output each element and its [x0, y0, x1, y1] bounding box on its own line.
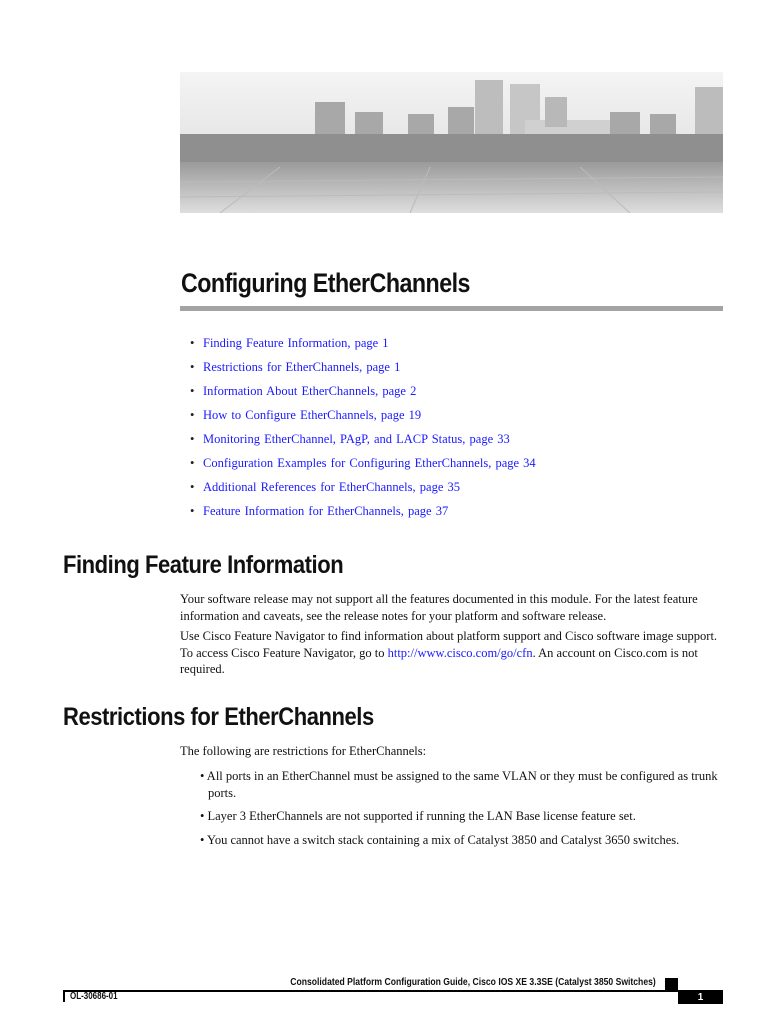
- footer-rule: [63, 990, 723, 992]
- title-rule: [180, 306, 723, 311]
- toc-link[interactable]: Restrictions for EtherChannels, page 1: [203, 360, 401, 374]
- finding-paragraph-2: Use Cisco Feature Navigator to find information about platform support and Cisco software image support. To access Cisco Feature Navigator, go to http://www.cisco.com/go/cfn. An account on Cisco.com is not required.: [180, 629, 718, 676]
- toc-item: • Monitoring EtherChannel, PAgP, and LACP Status, page 33: [190, 432, 510, 446]
- toc-item: • How to Configure EtherChannels, page 19: [190, 408, 422, 422]
- footer-tick: [63, 990, 65, 1002]
- restriction-item: • All ports in an EtherChannel must be assigned to the same VLAN or they must be configured as trunk ports.: [200, 769, 718, 800]
- toc-item: • Feature Information for EtherChannels, page 37: [190, 504, 449, 518]
- toc-link[interactable]: Feature Information for EtherChannels, page 37: [203, 504, 449, 518]
- toc-item: • Information About EtherChannels, page 2: [190, 384, 417, 398]
- toc-link[interactable]: How to Configure EtherChannels, page 19: [203, 408, 422, 422]
- footer-guide-title: Consolidated Platform Configuration Guide, Cisco IOS XE 3.3SE (Catalyst 3850 Switches): [290, 976, 656, 988]
- toc-link[interactable]: Additional References for EtherChannels, page 35: [203, 480, 460, 494]
- cfn-link[interactable]: http://www.cisco.com/go/cfn: [387, 645, 533, 660]
- section-heading-restrictions: Restrictions for EtherChannels: [63, 703, 374, 731]
- footer-page-number: 1: [678, 991, 723, 1004]
- toc-item: • Finding Feature Information, page 1: [190, 336, 389, 350]
- finding-paragraph-1: Your software release may not support all the features documented in this module. For the latest feature information and caveats, see the release notes for your platform and software release.: [180, 592, 698, 623]
- toc-link[interactable]: Monitoring EtherChannel, PAgP, and LACP Status, page 33: [203, 432, 510, 446]
- footer-doc-id: OL-30686-01: [70, 991, 118, 1002]
- toc-item: • Restrictions for EtherChannels, page 1: [190, 360, 401, 374]
- toc-link[interactable]: Configuration Examples for Configuring EtherChannels, page 34: [203, 456, 536, 470]
- toc-link[interactable]: Finding Feature Information, page 1: [203, 336, 389, 350]
- chapter-title: Configuring EtherChannels: [181, 268, 470, 298]
- restriction-item: • Layer 3 EtherChannels are not supported if running the LAN Base license feature set.: [200, 809, 636, 823]
- toc-item: • Configuration Examples for Configuring EtherChannels, page 34: [190, 456, 536, 470]
- toc-item: • Additional References for EtherChannels, page 35: [190, 480, 460, 494]
- restriction-item: • You cannot have a switch stack containing a mix of Catalyst 3850 and Catalyst 3650 switches.: [200, 833, 680, 847]
- restrictions-intro: The following are restrictions for EtherChannels:: [180, 744, 427, 758]
- chapter-header-image: [180, 72, 723, 213]
- toc-link[interactable]: Information About EtherChannels, page 2: [203, 384, 417, 398]
- chapter-toc: [190, 335, 536, 527]
- section-heading-finding: Finding Feature Information: [63, 551, 344, 579]
